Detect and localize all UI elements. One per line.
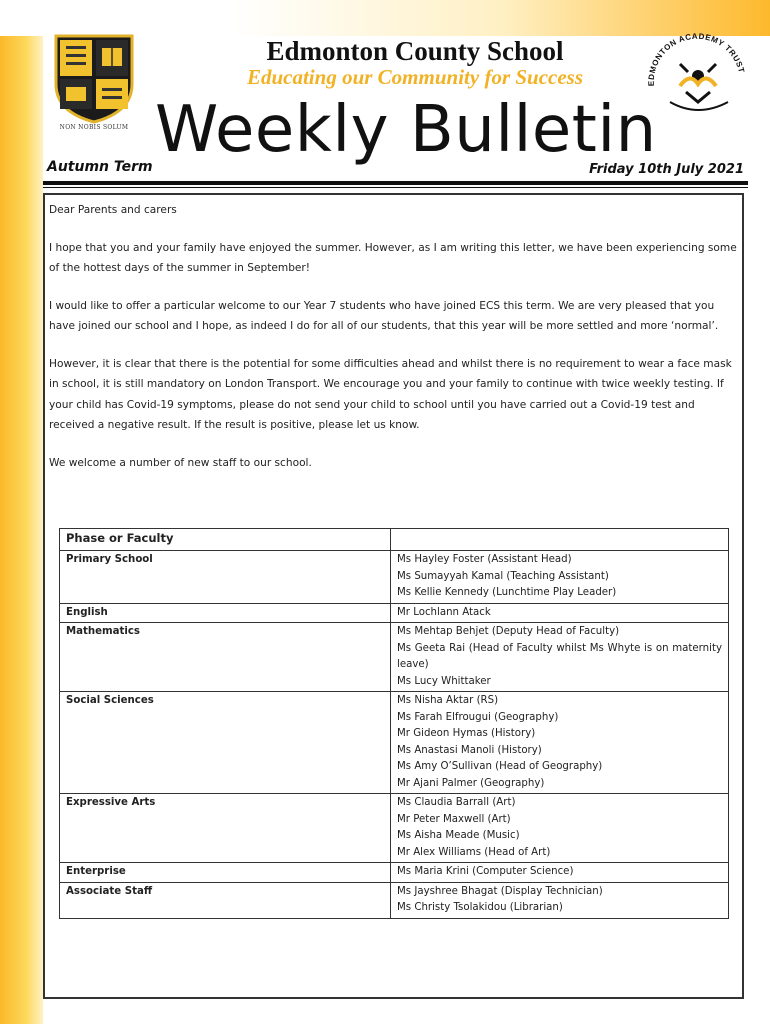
- staff-name: Ms Maria Krini (Computer Science): [397, 866, 574, 877]
- bulletin-date: Friday 10th July 2021: [589, 162, 744, 177]
- staff-cell: [391, 692, 729, 794]
- staff-name: Mr Ajani Palmer (Geography): [397, 777, 545, 789]
- letter-paragraph: However, it is clear that there is the potential for some difficulties ahead and whilst there is no requirement to wear a face mask in school, it is still mandatory on London Transport. We encourage you and your family to continue with twice weekly testing. If your child has Covid-19 symptoms, please do not send your child to school until you have carried out a Covid-19 test and received a negative result. If the result is positive, please let us know.: [49, 357, 732, 431]
- table-header-phase: Phase or Faculty: [60, 529, 391, 551]
- term-label: Autumn Term: [47, 159, 153, 175]
- staff-cell: [391, 623, 729, 692]
- table-row: [60, 794, 729, 863]
- phase-cell: Associate Staff: [60, 882, 391, 918]
- staff-cell: [391, 551, 729, 604]
- staff-name: Mr Lochlann Atack: [397, 606, 491, 618]
- school-name: Edmonton County School: [266, 36, 564, 66]
- staff-name: Ms Lucy Whittaker: [397, 675, 491, 687]
- phase-cell: Primary School: [60, 551, 391, 604]
- staff-cell: [391, 882, 729, 918]
- school-crest-logo: [52, 32, 136, 142]
- letter-body: [49, 200, 739, 490]
- table-row: [60, 692, 729, 794]
- trust-name-text: EDMONTON ACADEMY TRUST: [646, 31, 747, 87]
- phase-cell: Enterprise: [60, 863, 391, 883]
- staff-name: Ms Aisha Meade (Music): [397, 830, 520, 841]
- staff-name: Ms Geeta Rai (Head of Faculty whilst Ms Whyte is on maternity leave): [397, 642, 722, 670]
- staff-name: Ms Nisha Aktar (RS): [397, 695, 499, 706]
- staff-name: Ms Claudia Barrall (Art): [397, 797, 516, 808]
- table-row: [60, 882, 729, 918]
- table-row: [60, 863, 729, 883]
- staff-cell: [391, 603, 729, 623]
- letter-greeting: Dear Parents and carers: [49, 204, 177, 216]
- school-tagline: Educating our Community for Success: [246, 65, 584, 89]
- table-row: [60, 551, 729, 604]
- new-staff-table: [59, 528, 729, 919]
- staff-name: Ms Amy O’Sullivan (Head of Geography): [397, 761, 603, 772]
- table-header-row: [60, 529, 729, 551]
- table-row: [60, 623, 729, 692]
- staff-name: Ms Hayley Foster (Assistant Head): [397, 554, 572, 565]
- staff-name: Ms Sumayyah Kamal (Teaching Assistant): [397, 570, 609, 582]
- table-header-staff: [391, 529, 729, 551]
- bulletin-content: [43, 193, 744, 999]
- decorative-left-strip: [0, 0, 43, 1024]
- letter-paragraph: I would like to offer a particular welcome to our Year 7 students who have joined ECS this term. We are very pleased that you have joined our school and I hope, as indeed I do for all of our students, that this year will be more settled and more ‘normal’.: [49, 299, 719, 332]
- staff-name: Ms Anastasi Manoli (History): [397, 744, 542, 756]
- staff-name: Ms Farah Elfrougui (Geography): [397, 711, 559, 723]
- header-rule: [43, 181, 748, 185]
- table-row: [60, 603, 729, 623]
- staff-name: Ms Mehtap Behjet (Deputy Head of Faculty): [397, 626, 620, 637]
- staff-name: Ms Kellie Kennedy (Lunchtime Play Leader): [397, 587, 617, 598]
- phase-cell: Social Sciences: [60, 692, 391, 794]
- staff-name: Mr Peter Maxwell (Art): [397, 813, 511, 825]
- staff-name: Ms Jayshree Bhagat (Display Technician): [397, 885, 603, 897]
- staff-name: Ms Christy Tsolakidou (Librarian): [397, 902, 563, 913]
- crest-motto: NON NOBIS SOLUM: [59, 124, 129, 131]
- academy-trust-logo: [640, 28, 750, 118]
- phase-cell: Mathematics: [60, 623, 391, 692]
- header-rule-thin: [43, 187, 748, 188]
- page-title: Weekly Bulletin: [155, 93, 657, 167]
- staff-name: Mr Alex Williams (Head of Art): [397, 846, 551, 858]
- letter-paragraph: I hope that you and your family have enjoyed the summer. However, as I am writing this letter, we have been experiencing some of the hottest days of the summer in September!: [49, 241, 737, 274]
- staff-cell: [391, 863, 729, 883]
- letter-paragraph: We welcome a number of new staff to our school.: [49, 456, 312, 469]
- phase-cell: English: [60, 603, 391, 623]
- staff-name: Mr Gideon Hymas (History): [397, 728, 536, 739]
- phase-cell: Expressive Arts: [60, 794, 391, 863]
- staff-cell: [391, 794, 729, 863]
